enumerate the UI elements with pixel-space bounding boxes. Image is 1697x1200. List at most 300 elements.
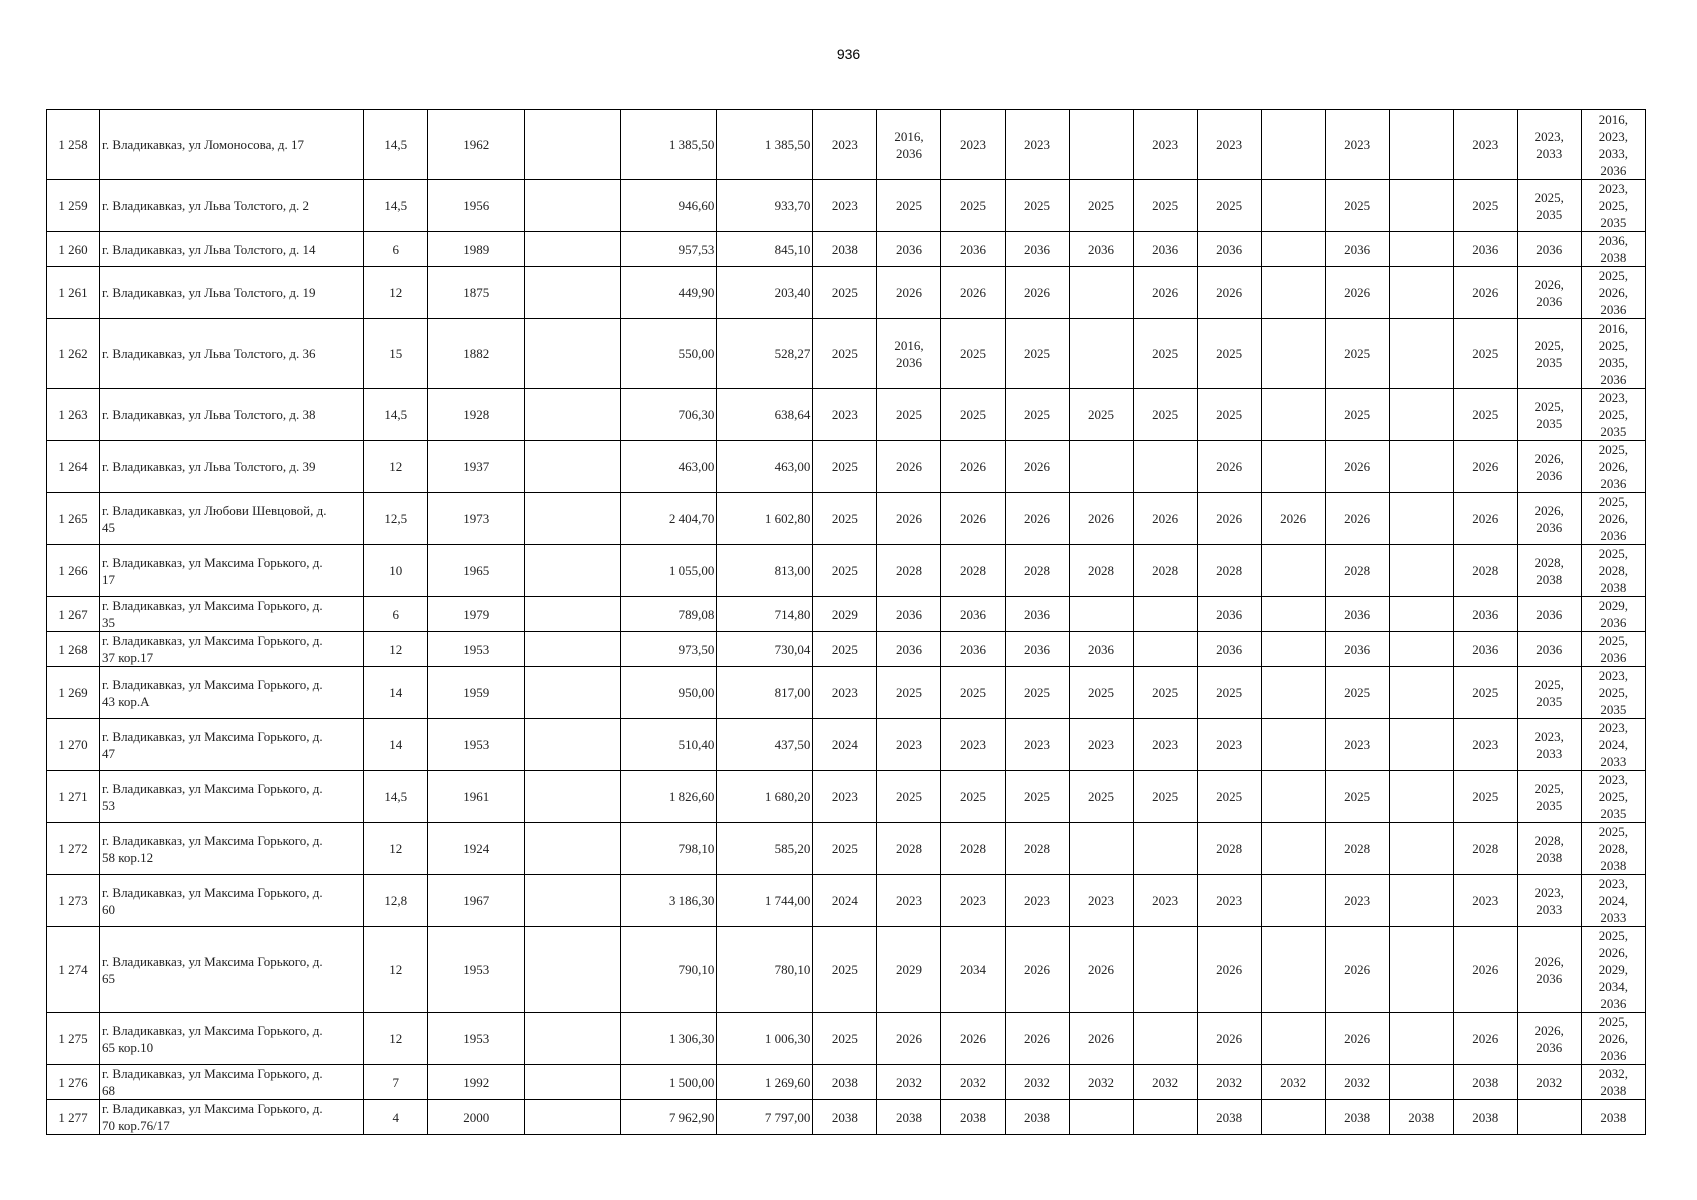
year-cell-c14: 2028 [1197,823,1261,875]
table-row [47,632,1646,667]
year-cell-c12 [1069,1100,1133,1135]
year-cell-c12: 2025 [1069,389,1133,441]
year-cell-c11: 2036 [1005,232,1069,267]
value-cell-c3: 14,5 [364,389,428,441]
year-cell-c9: 2029 [877,927,941,1013]
year-cell-c16: 2025 [1325,667,1389,719]
total-area-cell: 1 826,60 [621,771,717,823]
year-cell-c16: 2025 [1325,319,1389,389]
year-cell-c20: 2025, 2026, 2036 [1581,441,1645,493]
year-cell-c9: 2028 [877,545,941,597]
year-cell-c16: 2025 [1325,389,1389,441]
address-cell: г. Владикавказ, ул Максима Горького, д. 17 [100,545,364,597]
year-cell-c16: 2026 [1325,267,1389,319]
address-cell: г. Владикавказ, ул Любови Шевцовой, д. 45 [100,493,364,545]
year-built-cell: 1967 [428,875,525,927]
year-cell-c17 [1389,389,1453,441]
year-cell-c19: 2023, 2033 [1517,110,1581,180]
year-cell-c17 [1389,545,1453,597]
year-cell-c11: 2026 [1005,267,1069,319]
value-cell-c3: 12 [364,267,428,319]
table-row [47,441,1646,493]
living-area-cell: 437,50 [717,719,813,771]
value-cell-c3: 6 [364,597,428,632]
year-cell-c14: 2036 [1197,597,1261,632]
row-number-cell: 1 267 [47,597,100,632]
value-cell-c3: 4 [364,1100,428,1135]
empty-cell-c5 [525,267,621,319]
year-cell-c9: 2025 [877,389,941,441]
year-cell-c16: 2036 [1325,597,1389,632]
year-cell-c11: 2026 [1005,493,1069,545]
total-area-cell: 7 962,90 [621,1100,717,1135]
year-cell-c12: 2026 [1069,493,1133,545]
year-cell-c19: 2036 [1517,232,1581,267]
total-area-cell: 706,30 [621,389,717,441]
year-cell-c11: 2028 [1005,545,1069,597]
year-cell-c18: 2026 [1453,441,1517,493]
year-cell-c20: 2016, 2023, 2033, 2036 [1581,110,1645,180]
living-area-cell: 1 269,60 [717,1065,813,1100]
empty-cell-c5 [525,110,621,180]
year-cell-c13: 2023 [1133,719,1197,771]
year-cell-c9: 2026 [877,267,941,319]
year-cell-c17 [1389,632,1453,667]
year-cell-c13: 2026 [1133,493,1197,545]
address-cell: г. Владикавказ, ул Максима Горького, д. 70 кор.76/17 [100,1100,364,1135]
year-cell-c14: 2026 [1197,927,1261,1013]
empty-cell-c5 [525,823,621,875]
year-cell-c18: 2036 [1453,232,1517,267]
table-row [47,597,1646,632]
year-cell-c18: 2023 [1453,719,1517,771]
year-cell-c9: 2038 [877,1100,941,1135]
year-built-cell: 1953 [428,632,525,667]
year-cell-c20: 2023, 2024, 2033 [1581,875,1645,927]
year-cell-c12: 2025 [1069,667,1133,719]
year-cell-c12: 2036 [1069,232,1133,267]
year-cell-c13 [1133,441,1197,493]
living-area-cell: 463,00 [717,441,813,493]
year-cell-c14: 2032 [1197,1065,1261,1100]
year-cell-c19: 2028, 2038 [1517,823,1581,875]
address-cell: г. Владикавказ, ул Максима Горького, д. 37 кор.17 [100,632,364,667]
year-cell-c13 [1133,597,1197,632]
year-cell-c19 [1517,1100,1581,1135]
year-cell-c20: 2029, 2036 [1581,597,1645,632]
year-cell-c16: 2028 [1325,545,1389,597]
year-cell-c9: 2025 [877,667,941,719]
year-cell-c8: 2024 [813,719,877,771]
year-cell-c8: 2025 [813,267,877,319]
year-cell-c17 [1389,875,1453,927]
row-number-cell: 1 268 [47,632,100,667]
living-area-cell: 817,00 [717,667,813,719]
year-cell-c10: 2034 [941,927,1005,1013]
year-cell-c20: 2025, 2026, 2029, 2034, 2036 [1581,927,1645,1013]
year-cell-c18: 2026 [1453,1013,1517,1065]
year-cell-c18: 2036 [1453,632,1517,667]
year-cell-c10: 2023 [941,110,1005,180]
year-cell-c15: 2032 [1261,1065,1325,1100]
total-area-cell: 463,00 [621,441,717,493]
year-cell-c16: 2023 [1325,719,1389,771]
year-built-cell: 1979 [428,597,525,632]
year-cell-c19: 2025, 2035 [1517,771,1581,823]
address-cell: г. Владикавказ, ул Льва Толстого, д. 2 [100,180,364,232]
value-cell-c3: 6 [364,232,428,267]
year-cell-c11: 2026 [1005,1013,1069,1065]
year-cell-c16: 2026 [1325,493,1389,545]
year-cell-c18: 2028 [1453,823,1517,875]
year-cell-c20: 2025, 2026, 2036 [1581,1013,1645,1065]
year-cell-c11: 2023 [1005,875,1069,927]
table-row [47,232,1646,267]
year-cell-c8: 2025 [813,441,877,493]
year-cell-c13 [1133,632,1197,667]
living-area-cell: 1 680,20 [717,771,813,823]
year-built-cell: 2000 [428,1100,525,1135]
year-cell-c9: 2028 [877,823,941,875]
year-cell-c11: 2028 [1005,823,1069,875]
year-cell-c15: 2026 [1261,493,1325,545]
year-cell-c10: 2036 [941,632,1005,667]
year-cell-c8: 2029 [813,597,877,632]
empty-cell-c5 [525,180,621,232]
year-cell-c11: 2023 [1005,719,1069,771]
year-cell-c15 [1261,267,1325,319]
year-cell-c17 [1389,232,1453,267]
total-area-cell: 550,00 [621,319,717,389]
year-cell-c10: 2025 [941,667,1005,719]
year-cell-c15 [1261,719,1325,771]
year-cell-c17 [1389,597,1453,632]
year-cell-c12 [1069,267,1133,319]
row-number-cell: 1 273 [47,875,100,927]
year-cell-c9: 2026 [877,1013,941,1065]
table-row [47,545,1646,597]
year-cell-c17 [1389,110,1453,180]
year-built-cell: 1882 [428,319,525,389]
year-cell-c18: 2028 [1453,545,1517,597]
value-cell-c3: 12,5 [364,493,428,545]
year-cell-c12: 2036 [1069,632,1133,667]
row-number-cell: 1 266 [47,545,100,597]
address-cell: г. Владикавказ, ул Льва Толстого, д. 14 [100,232,364,267]
empty-cell-c5 [525,597,621,632]
value-cell-c3: 14,5 [364,110,428,180]
table-row [47,180,1646,232]
year-cell-c9: 2016, 2036 [877,319,941,389]
year-cell-c13: 2032 [1133,1065,1197,1100]
year-cell-c15 [1261,1013,1325,1065]
year-cell-c11: 2025 [1005,319,1069,389]
year-cell-c19: 2023, 2033 [1517,719,1581,771]
year-cell-c16: 2026 [1325,1013,1389,1065]
year-cell-c20: 2025, 2028, 2038 [1581,545,1645,597]
year-cell-c17 [1389,927,1453,1013]
row-number-cell: 1 264 [47,441,100,493]
year-cell-c10: 2025 [941,771,1005,823]
year-cell-c8: 2038 [813,1100,877,1135]
year-cell-c8: 2038 [813,232,877,267]
year-cell-c18: 2038 [1453,1065,1517,1100]
year-cell-c16: 2023 [1325,110,1389,180]
year-cell-c17 [1389,319,1453,389]
row-number-cell: 1 262 [47,319,100,389]
year-cell-c15 [1261,771,1325,823]
year-cell-c14: 2025 [1197,319,1261,389]
living-area-cell: 714,80 [717,597,813,632]
year-cell-c17 [1389,1013,1453,1065]
empty-cell-c5 [525,771,621,823]
living-area-cell: 730,04 [717,632,813,667]
year-cell-c18: 2026 [1453,927,1517,1013]
year-cell-c20: 2025, 2028, 2038 [1581,823,1645,875]
value-cell-c3: 15 [364,319,428,389]
living-area-cell: 813,00 [717,545,813,597]
year-cell-c14: 2028 [1197,545,1261,597]
year-cell-c19: 2025, 2035 [1517,389,1581,441]
total-area-cell: 1 500,00 [621,1065,717,1100]
year-cell-c20: 2023, 2024, 2033 [1581,719,1645,771]
value-cell-c3: 12 [364,927,428,1013]
year-cell-c13: 2025 [1133,389,1197,441]
table-row [47,389,1646,441]
living-area-cell: 1 744,00 [717,875,813,927]
year-cell-c19: 2036 [1517,632,1581,667]
year-cell-c17 [1389,823,1453,875]
living-area-cell: 933,70 [717,180,813,232]
address-cell: г. Владикавказ, ул Максима Горького, д. 65 [100,927,364,1013]
year-cell-c9: 2026 [877,441,941,493]
year-cell-c10: 2026 [941,267,1005,319]
year-cell-c13: 2023 [1133,110,1197,180]
year-cell-c12: 2026 [1069,927,1133,1013]
year-cell-c20: 2023, 2025, 2035 [1581,389,1645,441]
row-number-cell: 1 272 [47,823,100,875]
year-cell-c8: 2025 [813,823,877,875]
year-cell-c9: 2032 [877,1065,941,1100]
empty-cell-c5 [525,493,621,545]
table-row [47,493,1646,545]
year-cell-c20: 2016, 2025, 2035, 2036 [1581,319,1645,389]
year-built-cell: 1953 [428,1013,525,1065]
year-cell-c11: 2025 [1005,389,1069,441]
year-cell-c13: 2025 [1133,771,1197,823]
address-cell: г. Владикавказ, ул Максима Горького, д. 47 [100,719,364,771]
year-cell-c20: 2036, 2038 [1581,232,1645,267]
year-cell-c19: 2026, 2036 [1517,927,1581,1013]
year-cell-c14: 2026 [1197,1013,1261,1065]
row-number-cell: 1 277 [47,1100,100,1135]
year-cell-c8: 2025 [813,632,877,667]
year-built-cell: 1962 [428,110,525,180]
year-cell-c12 [1069,319,1133,389]
year-cell-c8: 2023 [813,180,877,232]
year-cell-c9: 2023 [877,875,941,927]
row-number-cell: 1 269 [47,667,100,719]
value-cell-c3: 14 [364,667,428,719]
year-cell-c13: 2023 [1133,875,1197,927]
year-cell-c14: 2026 [1197,441,1261,493]
year-cell-c10: 2023 [941,875,1005,927]
year-cell-c13: 2026 [1133,267,1197,319]
year-cell-c17 [1389,267,1453,319]
table-body [47,110,1646,1135]
empty-cell-c5 [525,1065,621,1100]
year-cell-c18: 2026 [1453,493,1517,545]
year-cell-c8: 2024 [813,875,877,927]
year-cell-c20: 2025, 2036 [1581,632,1645,667]
year-cell-c12: 2023 [1069,875,1133,927]
year-built-cell: 1928 [428,389,525,441]
value-cell-c3: 12 [364,632,428,667]
year-cell-c14: 2026 [1197,493,1261,545]
total-area-cell: 510,40 [621,719,717,771]
year-cell-c9: 2023 [877,719,941,771]
year-cell-c14: 2026 [1197,267,1261,319]
living-area-cell: 1 385,50 [717,110,813,180]
address-cell: г. Владикавказ, ул Льва Толстого, д. 19 [100,267,364,319]
value-cell-c3: 14 [364,719,428,771]
year-cell-c12: 2023 [1069,719,1133,771]
address-cell: г. Владикавказ, ул Максима Горького, д. 58 кор.12 [100,823,364,875]
year-cell-c8: 2023 [813,667,877,719]
year-cell-c15 [1261,545,1325,597]
empty-cell-c5 [525,319,621,389]
empty-cell-c5 [525,545,621,597]
page-number: 936 [836,46,861,62]
year-cell-c16: 2036 [1325,632,1389,667]
year-cell-c17 [1389,667,1453,719]
year-cell-c8: 2023 [813,389,877,441]
row-number-cell: 1 259 [47,180,100,232]
year-cell-c19: 2025, 2035 [1517,180,1581,232]
year-cell-c13 [1133,1100,1197,1135]
empty-cell-c5 [525,632,621,667]
year-cell-c11: 2026 [1005,441,1069,493]
year-cell-c9: 2025 [877,180,941,232]
row-number-cell: 1 261 [47,267,100,319]
year-cell-c14: 2023 [1197,719,1261,771]
year-cell-c19: 2026, 2036 [1517,267,1581,319]
year-cell-c19: 2023, 2033 [1517,875,1581,927]
living-area-cell: 780,10 [717,927,813,1013]
year-cell-c19: 2028, 2038 [1517,545,1581,597]
address-cell: г. Владикавказ, ул Максима Горького, д. 68 [100,1065,364,1100]
year-cell-c12: 2025 [1069,180,1133,232]
table-row [47,719,1646,771]
year-cell-c15 [1261,875,1325,927]
year-cell-c18: 2025 [1453,180,1517,232]
row-number-cell: 1 258 [47,110,100,180]
year-cell-c18: 2025 [1453,389,1517,441]
value-cell-c3: 12 [364,1013,428,1065]
year-cell-c19: 2026, 2036 [1517,1013,1581,1065]
total-area-cell: 3 186,30 [621,875,717,927]
total-area-cell: 957,53 [621,232,717,267]
row-number-cell: 1 274 [47,927,100,1013]
year-cell-c9: 2025 [877,771,941,823]
address-cell: г. Владикавказ, ул Льва Толстого, д. 36 [100,319,364,389]
year-cell-c12: 2025 [1069,771,1133,823]
value-cell-c3: 7 [364,1065,428,1100]
year-cell-c14: 2025 [1197,771,1261,823]
year-cell-c11: 2025 [1005,180,1069,232]
address-cell: г. Владикавказ, ул Максима Горького, д. 43 кор.А [100,667,364,719]
year-cell-c10: 2036 [941,232,1005,267]
year-cell-c13: 2025 [1133,319,1197,389]
empty-cell-c5 [525,441,621,493]
row-number-cell: 1 276 [47,1065,100,1100]
year-cell-c9: 2036 [877,632,941,667]
year-cell-c18: 2025 [1453,319,1517,389]
total-area-cell: 449,90 [621,267,717,319]
year-cell-c17: 2038 [1389,1100,1453,1135]
living-area-cell: 1 602,80 [717,493,813,545]
year-cell-c11: 2036 [1005,632,1069,667]
address-cell: г. Владикавказ, ул Ломоносова, д. 17 [100,110,364,180]
year-cell-c10: 2025 [941,180,1005,232]
year-cell-c16: 2025 [1325,180,1389,232]
year-cell-c13: 2036 [1133,232,1197,267]
table-row [47,267,1646,319]
year-built-cell: 1956 [428,180,525,232]
year-cell-c15 [1261,180,1325,232]
year-built-cell: 1875 [428,267,525,319]
year-cell-c17 [1389,719,1453,771]
year-cell-c15 [1261,927,1325,1013]
row-number-cell: 1 263 [47,389,100,441]
year-cell-c16: 2025 [1325,771,1389,823]
year-cell-c17 [1389,180,1453,232]
value-cell-c3: 14,5 [364,180,428,232]
year-cell-c8: 2038 [813,1065,877,1100]
year-cell-c10: 2028 [941,545,1005,597]
year-cell-c10: 2038 [941,1100,1005,1135]
empty-cell-c5 [525,875,621,927]
year-cell-c8: 2025 [813,545,877,597]
table-row [47,1065,1646,1100]
year-built-cell: 1953 [428,719,525,771]
year-built-cell: 1965 [428,545,525,597]
year-cell-c14: 2038 [1197,1100,1261,1135]
year-cell-c17 [1389,493,1453,545]
year-cell-c13: 2025 [1133,667,1197,719]
year-cell-c18: 2036 [1453,597,1517,632]
year-cell-c10: 2025 [941,389,1005,441]
year-cell-c19: 2026, 2036 [1517,441,1581,493]
year-cell-c18: 2023 [1453,110,1517,180]
year-cell-c16: 2038 [1325,1100,1389,1135]
year-cell-c19: 2036 [1517,597,1581,632]
year-cell-c11: 2023 [1005,110,1069,180]
year-cell-c18: 2023 [1453,875,1517,927]
year-cell-c12: 2032 [1069,1065,1133,1100]
year-cell-c19: 2032 [1517,1065,1581,1100]
year-cell-c8: 2023 [813,110,877,180]
table-row [47,110,1646,180]
year-cell-c16: 2032 [1325,1065,1389,1100]
year-cell-c8: 2025 [813,927,877,1013]
table-row [47,823,1646,875]
year-cell-c18: 2038 [1453,1100,1517,1135]
living-area-cell: 585,20 [717,823,813,875]
total-area-cell: 789,08 [621,597,717,632]
year-cell-c16: 2036 [1325,232,1389,267]
year-cell-c13: 2028 [1133,545,1197,597]
